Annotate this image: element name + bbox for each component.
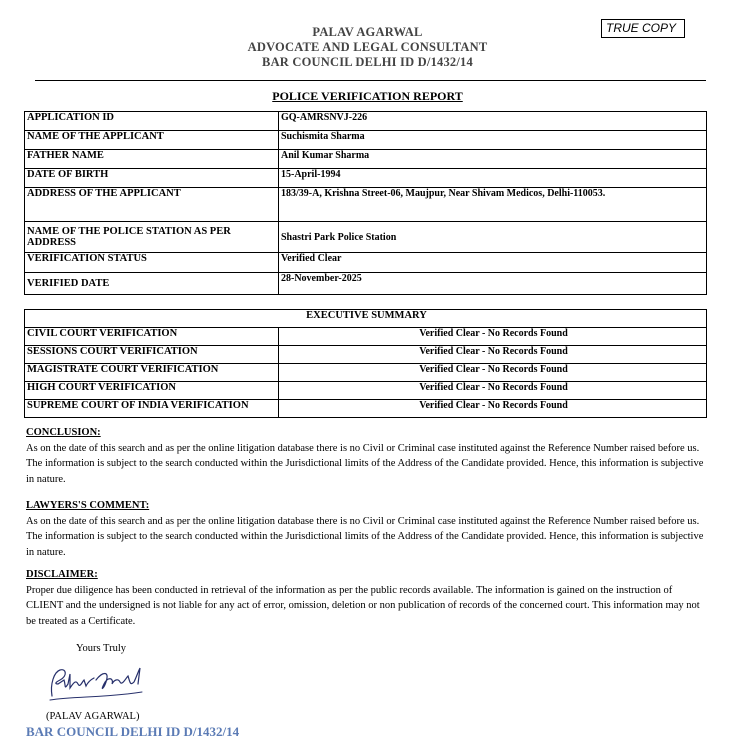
handwritten-signature — [44, 662, 154, 706]
row-label: CIVIL COURT VERIFICATION — [25, 328, 279, 346]
conclusion-heading: CONCLUSION: — [26, 427, 101, 438]
advocate-name: PALAV AGARWAL — [312, 25, 423, 39]
row-value: Verified Clear - No Records Found — [279, 400, 707, 418]
row-label: FATHER NAME — [25, 150, 279, 169]
applicant-details-table — [24, 111, 707, 295]
table-row — [25, 382, 707, 400]
table-row — [25, 273, 707, 295]
row-label: SESSIONS COURT VERIFICATION — [25, 346, 279, 364]
row-value: Verified Clear - No Records Found — [279, 328, 707, 346]
table-row — [25, 310, 707, 328]
conclusion-section — [26, 425, 706, 487]
row-value: Verified Clear — [279, 253, 707, 273]
row-value: GQ-AMRSNVJ-226 — [279, 112, 707, 131]
row-value: Suchismita Sharma — [279, 131, 707, 150]
row-label: NAME OF THE POLICE STATION AS PER ADDRESS — [25, 222, 279, 253]
lawyers-comment-heading: LAWYERS'S COMMENT: — [26, 500, 150, 511]
conclusion-text: As on the date of this search and as per the online litigation database there is no Civil or Criminal case instituted against the Reference Number raised before us. The information is subject to the search conducted within the Jurisdictional limits of the Address of the Candidate provided. Hence, this information is subjective in nature. — [26, 442, 704, 485]
row-label: HIGH COURT VERIFICATION — [25, 382, 279, 400]
row-value: Anil Kumar Sharma — [279, 150, 707, 169]
signatory-name: (PALAV AGARWAL) — [46, 711, 140, 722]
executive-summary-table — [24, 309, 707, 418]
table-row — [25, 253, 707, 273]
row-label: SUPREME COURT OF INDIA VERIFICATION — [25, 400, 279, 418]
row-value: Verified Clear - No Records Found — [279, 364, 707, 382]
yours-truly: Yours Truly — [76, 643, 127, 654]
row-label: VERIFICATION STATUS — [25, 253, 279, 273]
row-value: Verified Clear - No Records Found — [279, 346, 707, 364]
table-row — [25, 112, 707, 131]
row-label: APPLICATION ID — [25, 112, 279, 131]
disclaimer-text: Proper due diligence has been conducted in retrieval of the information as per the public records available. The information is gained on the instruction of CLIENT and the undersigned is not liable for any act of error, omission, deletion or non publication of records of the concerned court. This information may not be treated as a Certificate. — [26, 584, 700, 627]
row-label: VERIFIED DATE — [25, 273, 279, 295]
table-row — [25, 328, 707, 346]
row-value: Verified Clear - No Records Found — [279, 382, 707, 400]
footer-council-id: BAR COUNCIL DELHI ID D/1432/14 — [26, 724, 240, 739]
advocate-council-id: BAR COUNCIL DELHI ID D/1432/14 — [262, 55, 473, 69]
table-row — [25, 150, 707, 169]
table-row — [25, 400, 707, 418]
row-value: 183/39-A, Krishna Street-06, Maujpur, Near Shivam Medicos, Delhi-110053. — [279, 188, 707, 222]
row-label: MAGISTRATE COURT VERIFICATION — [25, 364, 279, 382]
table-row — [25, 364, 707, 382]
table-row — [25, 222, 707, 253]
header-divider — [35, 80, 706, 81]
executive-summary-heading: EXECUTIVE SUMMARY — [25, 310, 707, 328]
lawyers-comment-section — [26, 498, 706, 560]
table-row — [25, 188, 707, 222]
report-title: POLICE VERIFICATION REPORT — [272, 89, 463, 103]
row-value: 15-April-1994 — [279, 169, 707, 188]
disclaimer-heading: DISCLAIMER: — [26, 569, 98, 580]
row-label: NAME OF THE APPLICANT — [25, 131, 279, 150]
row-label: ADDRESS OF THE APPLICANT — [25, 188, 279, 222]
true-copy-stamp: TRUE COPY — [601, 19, 685, 38]
table-row — [25, 169, 707, 188]
advocate-title: ADVOCATE AND LEGAL CONSULTANT — [247, 40, 488, 54]
table-row — [25, 131, 707, 150]
row-label: DATE OF BIRTH — [25, 169, 279, 188]
table-row — [25, 346, 707, 364]
row-value: Shastri Park Police Station — [279, 222, 707, 253]
disclaimer-section — [26, 567, 706, 629]
lawyers-comment-text: As on the date of this search and as per the online litigation database there is no Civil or Criminal case instituted against the Reference Number raised before us. The information is subject to the search conducted within the Jurisdictional limits of the Address of the Candidate provided. Hence, this information is subjective in nature. — [26, 515, 704, 558]
row-value: 28-November-2025 — [279, 273, 707, 295]
